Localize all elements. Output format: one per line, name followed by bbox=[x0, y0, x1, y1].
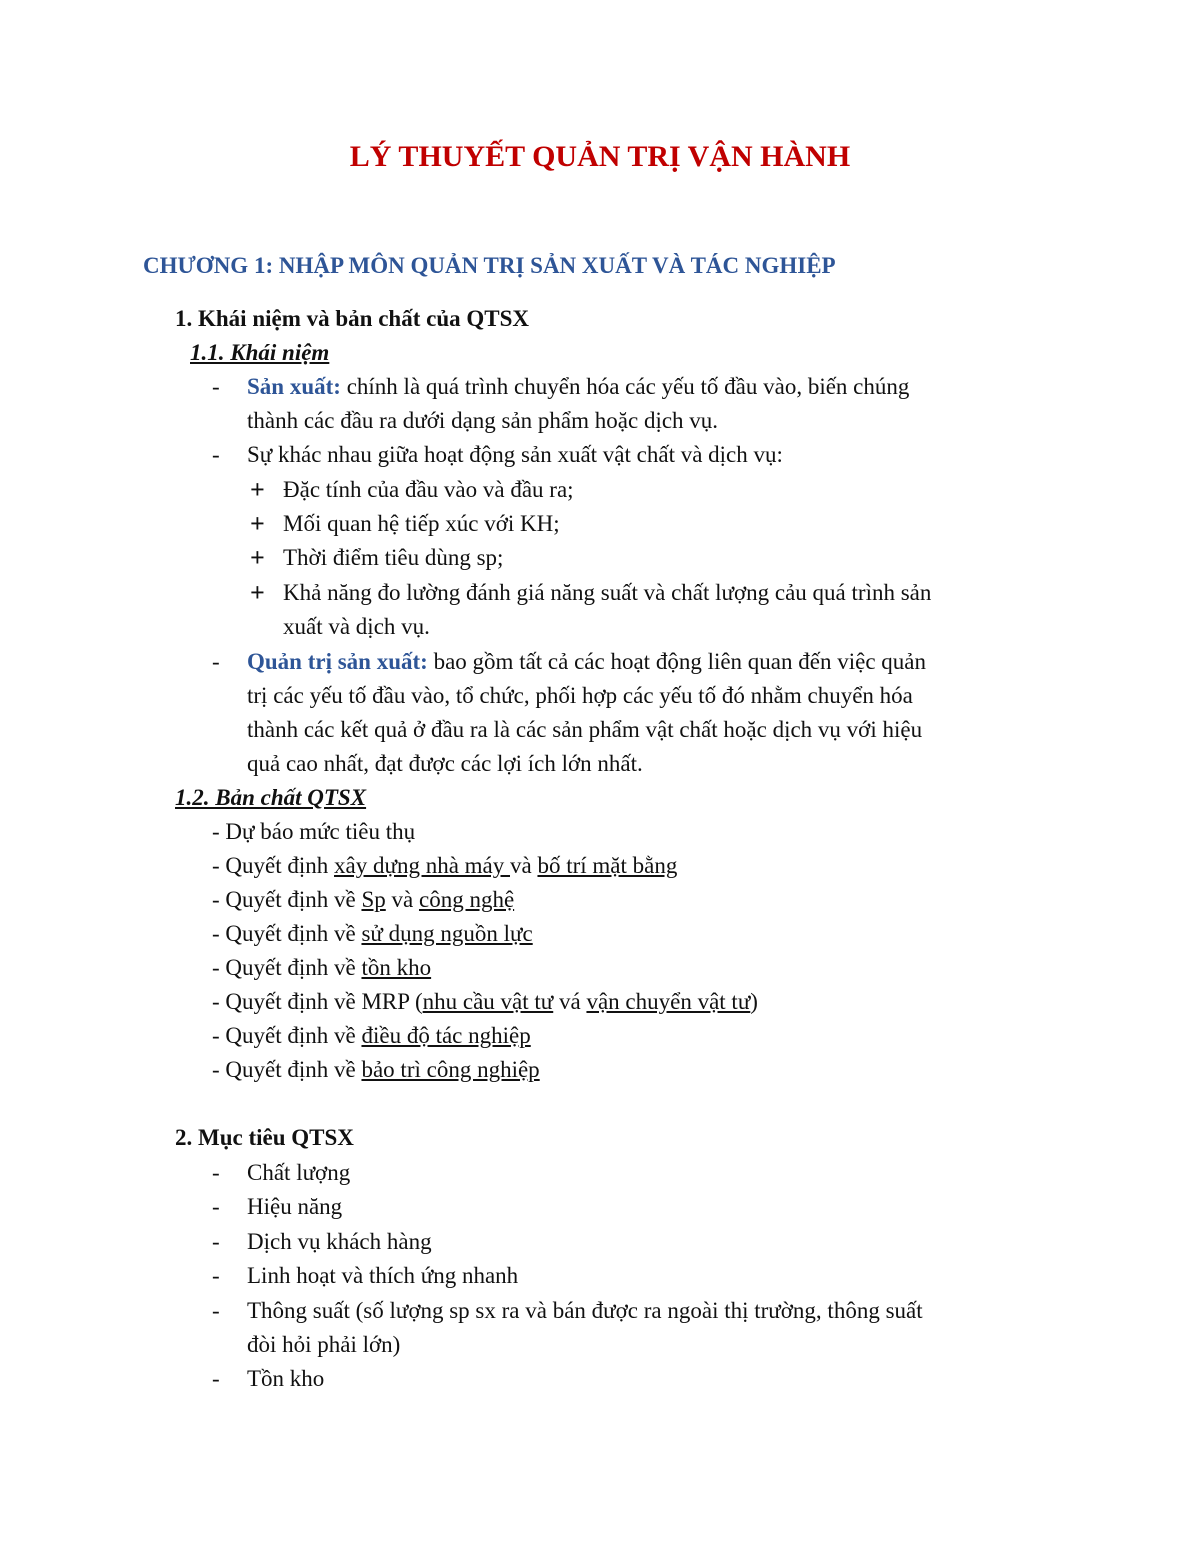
bc-item-3-conj: và bbox=[385, 887, 419, 912]
plus-item-3: Thời điểm tiêu dùng sp; bbox=[283, 545, 504, 570]
dash-bullet: - bbox=[212, 1366, 220, 1391]
bc-item-2-term-a: xây dựng nhà máy bbox=[334, 853, 510, 878]
plus-bullet-icon: + bbox=[250, 509, 265, 538]
bc-item-6-term-b: vận chuyển vật tư bbox=[586, 989, 751, 1014]
document-title: LÝ THUYẾT QUẢN TRỊ VẬN HÀNH bbox=[349, 140, 851, 173]
bc-item-3-term-b: công nghệ bbox=[418, 887, 515, 912]
dash-bullet: - bbox=[212, 1160, 220, 1185]
bc-item-8-prefix: - Quyết định về bbox=[212, 1057, 362, 1082]
plus-bullet-icon: + bbox=[250, 543, 265, 572]
goal-item-2: Hiệu năng bbox=[247, 1194, 343, 1219]
bc-item-6-prefix: - Quyết định về MRP ( bbox=[212, 989, 423, 1014]
dash-bullet: - bbox=[212, 442, 220, 467]
bc-item-5 bbox=[212, 951, 431, 985]
dash-bullet: - bbox=[212, 1263, 220, 1288]
plus-item-4: Khả năng đo lường đánh giá năng suất và chất lượng cảu quá trình sản bbox=[283, 580, 932, 605]
bc-item-6-conj: vá bbox=[553, 989, 587, 1014]
chapter-heading: CHƯƠNG 1: NHẬP MÔN QUẢN TRỊ SẢN XUẤT VÀ TÁC NGHIỆP bbox=[143, 253, 836, 278]
bc-item-8 bbox=[212, 1053, 540, 1087]
bc-item-4 bbox=[212, 917, 533, 951]
dash-bullet: - bbox=[212, 1194, 220, 1219]
bc-item-3-term-a: Sp bbox=[361, 887, 386, 912]
bc-item-3 bbox=[212, 883, 514, 917]
qtsx-text-line-4: quả cao nhất, đạt được các lợi ích lớn nhất. bbox=[247, 751, 643, 776]
bc-item-7-term: điều độ tác nghiệp bbox=[361, 1023, 531, 1048]
sanxuat-definition bbox=[247, 370, 909, 404]
sanxuat-text-line-1: chính là quá trình chuyển hóa các yếu tố đầu vào, biến chúng bbox=[340, 374, 910, 399]
dash-bullet: - bbox=[212, 374, 220, 399]
subsection-1-2-heading: 1.2. Bản chất QTSX bbox=[175, 785, 367, 810]
plus-item-2: Mối quan hệ tiếp xúc với KH; bbox=[283, 511, 560, 536]
bc-item-4-term: sử dụng nguồn lực bbox=[361, 921, 533, 946]
dash-bullet: - bbox=[212, 1229, 220, 1254]
goal-item-4: Linh hoạt và thích ứng nhanh bbox=[247, 1263, 519, 1288]
bc-item-7 bbox=[212, 1019, 531, 1053]
bc-item-8-term: bảo trì công nghiệp bbox=[361, 1057, 540, 1082]
bc-item-2 bbox=[212, 849, 677, 883]
section-1-heading: 1. Khái niệm và bản chất của QTSX bbox=[175, 306, 529, 331]
goal-item-6: Tồn kho bbox=[247, 1366, 325, 1391]
qtsx-text-line-2: trị các yếu tố đầu vào, tổ chức, phối hợp các yếu tố đó nhằm chuyển hóa bbox=[247, 683, 913, 708]
plus-bullet-icon: + bbox=[250, 475, 265, 504]
qtsx-term: Quản trị sản xuất: bbox=[247, 649, 428, 674]
bc-item-2-conj: và bbox=[510, 853, 538, 878]
qtsx-definition bbox=[247, 645, 926, 679]
bc-item-6-close: ) bbox=[750, 989, 758, 1014]
sanxuat-text-line-2: thành các đầu ra dưới dạng sản phẩm hoặc dịch vụ. bbox=[247, 408, 719, 433]
section-2-heading: 2. Mục tiêu QTSX bbox=[175, 1125, 354, 1150]
subsection-1-1-heading: 1.1. Khái niệm bbox=[190, 340, 330, 365]
bc-item-7-prefix: - Quyết định về bbox=[212, 1023, 362, 1048]
bc-item-4-prefix: - Quyết định về bbox=[212, 921, 362, 946]
bc-item-6 bbox=[212, 985, 758, 1019]
khacnhau-text: Sự khác nhau giữa hoạt động sản xuất vật chất và dịch vụ: bbox=[247, 442, 783, 467]
bc-item-1: - Dự báo mức tiêu thụ bbox=[212, 819, 416, 844]
goal-item-5-line-2: đòi hỏi phải lớn) bbox=[247, 1332, 401, 1357]
bc-item-2-prefix: - Quyết định bbox=[212, 853, 335, 878]
qtsx-text-line-1: bao gồm tất cả các hoạt động liên quan đến việc quản bbox=[427, 649, 926, 674]
bc-item-3-prefix: - Quyết định về bbox=[212, 887, 362, 912]
bc-item-2-term-b: bố trí mặt bằng bbox=[537, 853, 678, 878]
bc-item-6-term-a: nhu cầu vật tư bbox=[422, 989, 554, 1014]
plus-item-1: Đặc tính của đầu vào và đầu ra; bbox=[283, 477, 574, 502]
bc-item-5-prefix: - Quyết định về bbox=[212, 955, 362, 980]
goal-item-3: Dịch vụ khách hàng bbox=[247, 1229, 432, 1254]
plus-item-4-line-2: xuất và dịch vụ. bbox=[283, 614, 430, 639]
plus-bullet-icon: + bbox=[250, 578, 265, 607]
dash-bullet: - bbox=[212, 649, 220, 674]
bc-item-5-term: tồn kho bbox=[361, 955, 432, 980]
qtsx-text-line-3: thành các kết quả ở đầu ra là các sản phẩm vật chất hoặc dịch vụ với hiệu bbox=[247, 717, 923, 742]
dash-bullet: - bbox=[212, 1298, 220, 1323]
goal-item-5: Thông suất (số lượng sp sx ra và bán được ra ngoài thị trường, thông suất bbox=[247, 1298, 923, 1323]
goal-item-1: Chất lượng bbox=[247, 1160, 351, 1185]
sanxuat-term: Sản xuất: bbox=[247, 374, 341, 399]
